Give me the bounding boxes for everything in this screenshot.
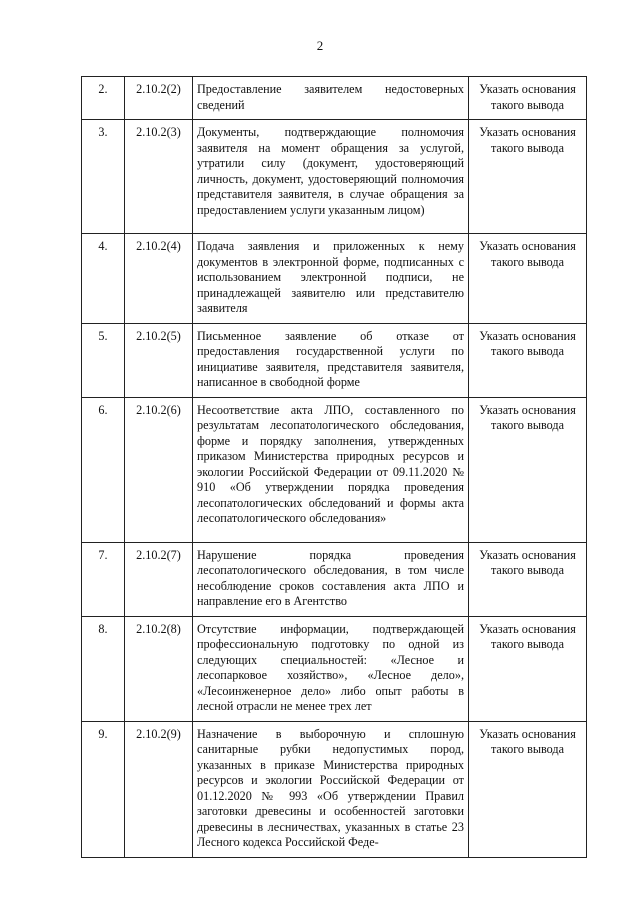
row-number: 8. (82, 616, 125, 721)
clause-code: 2.10.2(5) (125, 323, 193, 397)
ground-description: Предоставление заявителем недостоверных сведений (193, 77, 469, 120)
ground-description: Письменное заявление об отказе от предоставления государственной услуги по инициативе заявителя, представителя заявителя, написанное в свободной форме (193, 323, 469, 397)
row-number: 9. (82, 721, 125, 857)
ground-description: Документы, подтверждающие полномочия заявителя на момент обращения за услугой, утратили силу (документ, удостоверяющий личность, документ, удостоверяющий полномочия представителя заявителя, в случае обращения за предоставлением услуги указанным лицом) (193, 120, 469, 234)
ground-description: Отсутствие информации, подтверждающей профессиональную подготовку по одной из следующих специальностей: «Лесное и лесопарковое хозяйство», «Лесное дело», «Лесоинженерное дело» либо опыт работы в лесной отрасли не менее трех лет (193, 616, 469, 721)
page-number: 2 (316, 38, 324, 53)
ground-description: Нарушение порядка проведения лесопатологического обследования, в том числе несоблюдение сроков составления акта ЛПО и направление его в Агентство (193, 542, 469, 616)
action-instruction: Указать основания такого вывода (469, 323, 587, 397)
table-row (82, 721, 587, 857)
row-number: 5. (82, 323, 125, 397)
table-row (82, 397, 587, 542)
table-row (82, 120, 587, 234)
table-row (82, 77, 587, 120)
action-instruction: Указать основания такого вывода (469, 721, 587, 857)
grounds-table (81, 76, 587, 858)
table-row (82, 616, 587, 721)
row-number: 6. (82, 397, 125, 542)
row-number: 4. (82, 234, 125, 324)
clause-code: 2.10.2(3) (125, 120, 193, 234)
table-row (82, 323, 587, 397)
ground-description: Назначение в выборочную и сплошную санитарные рубки недопустимых пород, указанных в приказе Министерства природных ресурсов и экологии Российской Федерации от 01.12.2020 № 993 «Об утверждении Правил заготовки древесины и особенностей заготовки древесины в лесничествах, указанных в статье 23 Лесного кодекса Российской Феде- (193, 721, 469, 857)
ground-description: Подача заявления и приложенных к нему документов в электронной форме, подписанных с использованием электронной подписи, не принадлежащей заявителю или представителю заявителя (193, 234, 469, 324)
action-instruction: Указать основания такого вывода (469, 120, 587, 234)
ground-description: Несоответствие акта ЛПО, составленного по результатам лесопатологического обследования, форме и порядку заполнения, утвержденных приказом Министерства природных ресурсов и экологии Российской Федерации от 09.11.2020 № 910 «Об утверждении порядка проведения лесопатологических обследований и формы акта лесопатологического обследования» (193, 397, 469, 542)
row-number: 3. (82, 120, 125, 234)
action-instruction: Указать основания такого вывода (469, 616, 587, 721)
clause-code: 2.10.2(8) (125, 616, 193, 721)
clause-code: 2.10.2(7) (125, 542, 193, 616)
action-instruction: Указать основания такого вывода (469, 77, 587, 120)
clause-code: 2.10.2(4) (125, 234, 193, 324)
clause-code: 2.10.2(9) (125, 721, 193, 857)
row-number: 2. (82, 77, 125, 120)
action-instruction: Указать основания такого вывода (469, 542, 587, 616)
table-row (82, 542, 587, 616)
clause-code: 2.10.2(6) (125, 397, 193, 542)
action-instruction: Указать основания такого вывода (469, 234, 587, 324)
row-number: 7. (82, 542, 125, 616)
clause-code: 2.10.2(2) (125, 77, 193, 120)
table-row (82, 234, 587, 324)
action-instruction: Указать основания такого вывода (469, 397, 587, 542)
